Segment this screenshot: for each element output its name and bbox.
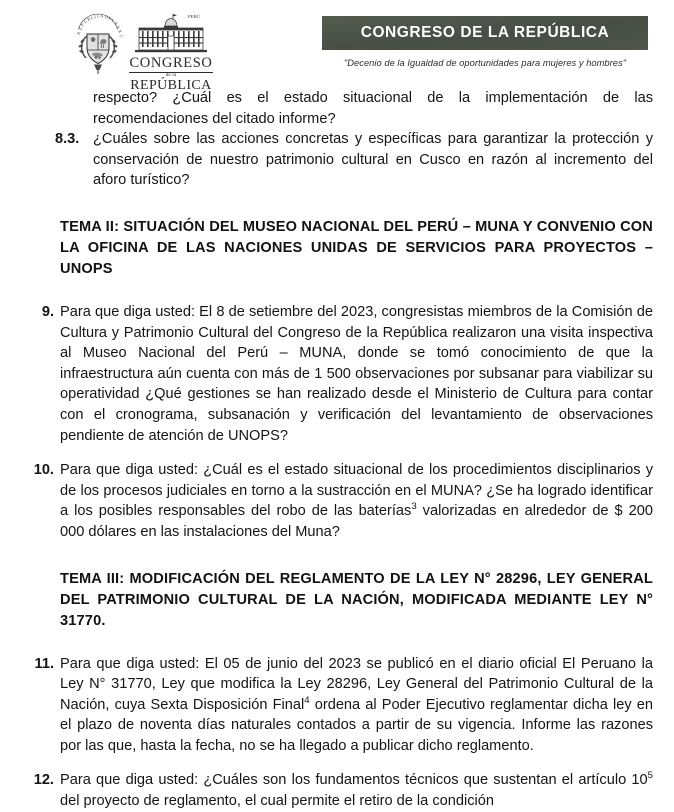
svg-text:Ú: Ú (118, 33, 125, 39)
heading-tema-2: TEMA II: SITUACIÓN DEL MUSEO NACIONAL DEL PERÚ – MUNA Y CONVENIO CON LA OFICINA DE LAS NACIONES UNIDAS DE SERVICIOS PARA PROYECTOS – UNOPS (60, 218, 653, 277)
svg-text:C: C (96, 13, 101, 19)
svg-text:E: E (77, 25, 84, 32)
congress-logo-line2: de la (165, 73, 177, 78)
svg-text:B: B (86, 16, 92, 22)
spacer (0, 280, 674, 302)
congress-logo-line3: REPÚBLICA (130, 77, 212, 93)
svg-text:L: L (90, 14, 95, 21)
svg-text:I: I (93, 13, 97, 20)
item-text-12-part2: del proyecto de reglamento, el cual permite el retiro de la condición (60, 793, 495, 810)
svg-text:A: A (100, 13, 104, 19)
list-item-9 (0, 302, 674, 446)
spacer (0, 543, 674, 569)
congress-banner (322, 16, 648, 50)
page-header (0, 0, 674, 93)
heading-tema-3: TEMA III: MODIFICACIÓN DEL REGLAMENTO DE LA LEY N° 28296, LEY GENERAL DEL PATRIMONIO CULTURAL DE LA NACIÓN, MODIFICADA MEDIANTE LEY N° 31770. (60, 570, 653, 629)
institutional-logo-block (70, 8, 213, 93)
spacer (0, 632, 674, 654)
congress-building-logo (129, 8, 213, 93)
item-number-8-3: 8.3. (55, 131, 80, 148)
svg-text:P: P (113, 20, 119, 27)
item-text-10-part1: Para que diga usted: ¿Cuál es el estado situacional de los procedimientos disciplinarios y de los procesos judiciales en torno a la sustracción en el MUNA? ¿Se ha logrado identificar a los posibles responsables del robo de las baterías (60, 462, 653, 520)
item-text-11-part1: Para que diga usted: El 05 de junio del 2023 se publicó en el diario oficial El Peruano la Ley N° 31770, Ley que modifica la Ley 28296, Ley General del Patrimonio Cultural de la Nación, cuya Sexta Disposición Final (60, 655, 653, 713)
banner-title: CONGRESO DE LA REPÚBLICA (360, 24, 610, 41)
svg-text:R: R (117, 28, 124, 35)
svg-text:P: P (79, 22, 86, 28)
spacer (0, 446, 674, 460)
svg-text:Ú: Ú (82, 18, 89, 25)
banner-subtitle: "Decenio de la Igualdad de oportunidades para mujeres y hombres" (343, 58, 627, 68)
spacer (0, 756, 674, 770)
item-number-10: 10. (33, 462, 54, 479)
document-body (0, 88, 674, 812)
svg-text:E: E (107, 15, 113, 22)
footnote-marker-3: 3 (411, 501, 417, 513)
spacer (0, 191, 674, 217)
congress-logo-line1: CONGRESO (129, 55, 213, 71)
item-text-10-part2: valorizadas en alrededor de $ 200 000 dólares en las instalaciones del Muna? (60, 503, 653, 540)
svg-text:D: D (104, 14, 109, 20)
list-item-11 (0, 654, 674, 757)
svg-text:L: L (110, 17, 116, 24)
footnote-marker-5: 5 (647, 770, 653, 782)
peru-coat-of-arms-icon (70, 8, 126, 76)
footnote-marker-4: 4 (304, 694, 310, 706)
list-item-8-3 (0, 129, 674, 191)
item-text-8-3: ¿Cuáles sobre las acciones concretas y específicas para garantizar la protección y conservación de nuestro patrimonio cultural en Cusco en razón al incremento del aforo turístico? (93, 131, 653, 189)
continuation-paragraph: respecto? ¿Cuál es el estado situacional de la implementación de las recomendaciones del citado informe? (93, 90, 653, 127)
header-banner-block (322, 16, 648, 68)
item-number-12: 12. (33, 772, 54, 789)
peru-label-text: PERÚ (188, 14, 200, 19)
item-text-12-part1: Para que diga usted: ¿Cuáles son los fundamentos técnicos que sustentan el artículo 10 (60, 772, 648, 789)
svg-text:R: R (75, 30, 82, 36)
svg-text:E: E (115, 24, 122, 31)
list-item-10 (0, 460, 674, 542)
list-item-12 (0, 770, 674, 811)
item-number-11: 11. (34, 655, 54, 672)
item-text-11-part2: ordena al Poder Ejecutivo reglamentar dicha ley en el plazo de noventa días naturales contados a partir de su vigencia. Informe las razones por las que, hasta la fecha, no se ha llegado a publicar dicho reglamento. (60, 696, 653, 754)
item-text-9: Para que diga usted: El 8 de setiembre del 2023, congresistas miembros de la Comisión de Cultura y Patrimonio Cultural del Congreso de la República realizaron una visita inspectiva al Museo Nacional del Perú – MUNA, donde se tomó conocimiento de que la infraestructura aún cuenta con más de 1 500 observaciones por subsanar para viabilizar su operatividad ¿Qué gestiones se han realizado desde el Ministerio de Cultura para contar con el cronograma, subsanación y verificación del levantamiento de observaciones pendiente de atención de UNOPS? (60, 303, 653, 444)
item-number-9: 9. (41, 303, 54, 320)
